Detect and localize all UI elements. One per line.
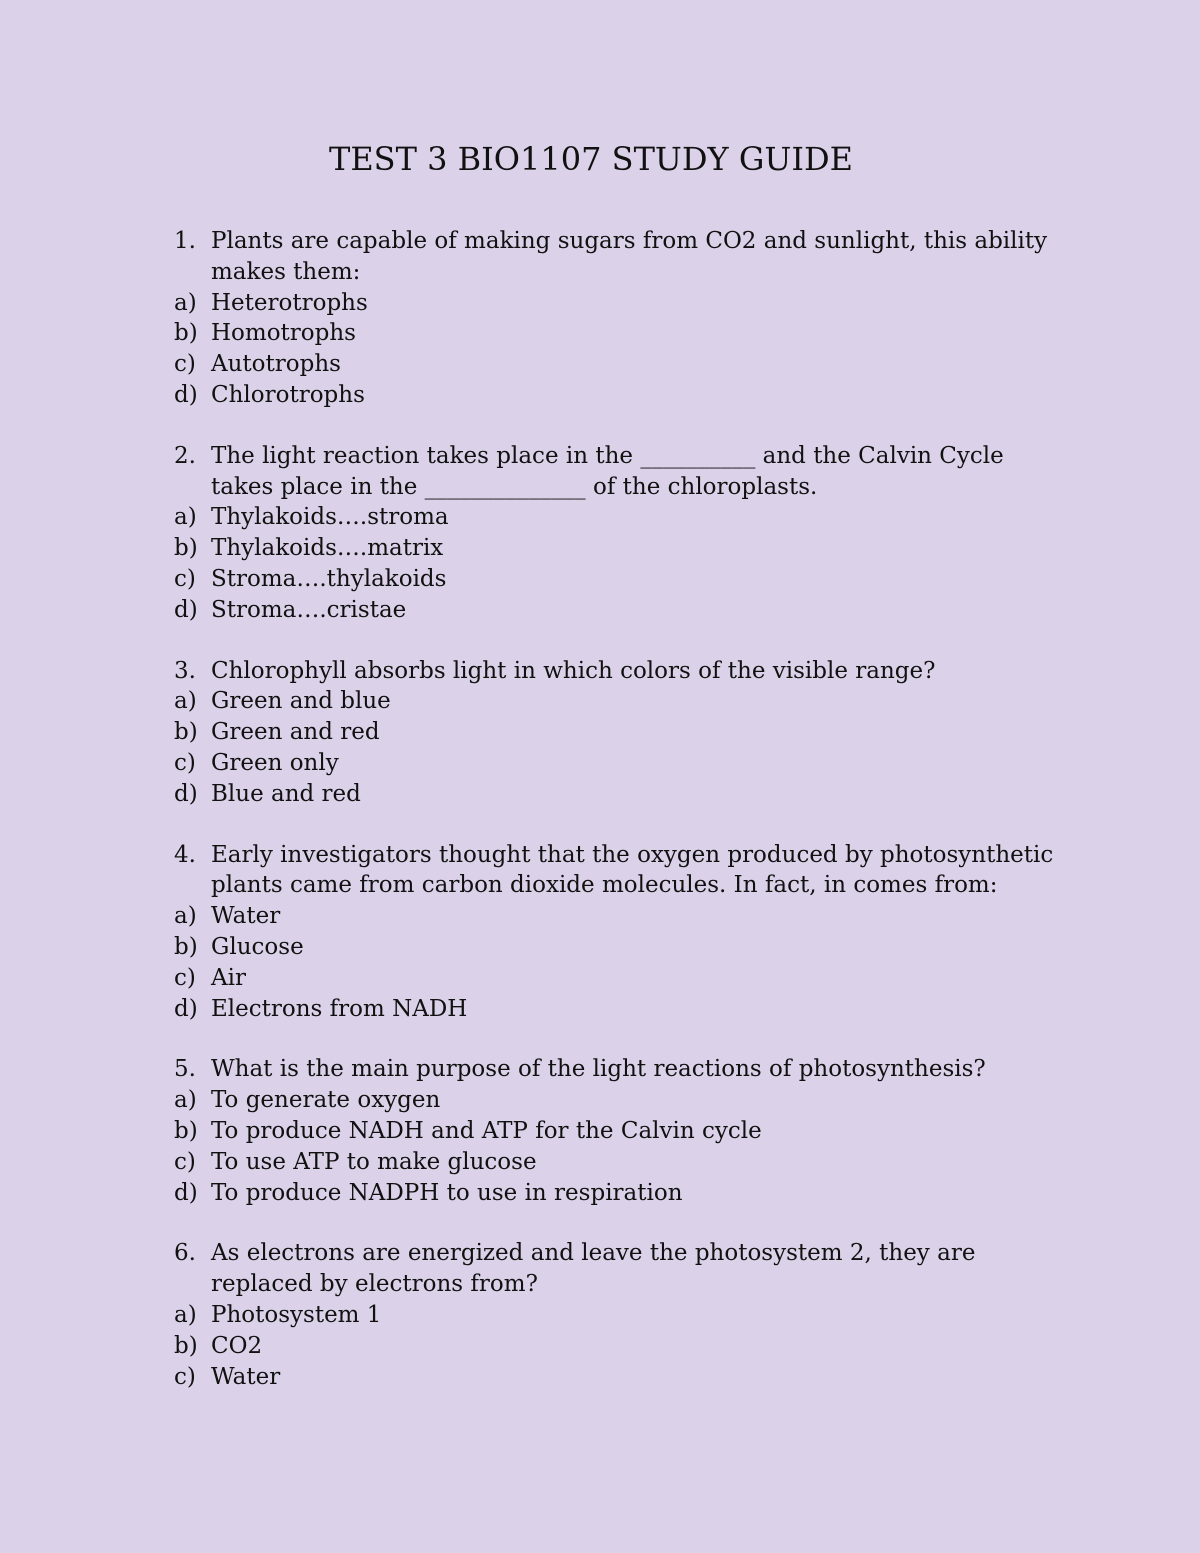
option-text: Water — [211, 1363, 281, 1390]
option-text: To produce NADH and ATP for the Calvin cycle — [211, 1117, 762, 1144]
option-letter: b) — [174, 320, 198, 347]
question-3 — [174, 656, 1054, 810]
question-6 — [174, 1238, 1054, 1392]
option-text: Green and blue — [211, 688, 391, 715]
question-text: Chlorophyll absorbs light in which colors of the visible range? — [211, 657, 936, 684]
option-text: Thylakoids….stroma — [211, 504, 449, 531]
answer-option — [174, 502, 1054, 533]
option-letter: a) — [174, 1087, 197, 1114]
question-5 — [174, 1054, 1054, 1208]
option-letter: b) — [174, 719, 198, 746]
answer-option — [174, 318, 1054, 349]
question-stem — [174, 840, 1054, 902]
answer-option — [174, 288, 1054, 319]
answer-option — [174, 1300, 1054, 1331]
question-text: The light reaction takes place in the __________ and the Calvin Cycle takes place in the ______________ of the chloroplasts. — [211, 442, 1004, 500]
option-letter: c) — [174, 1363, 196, 1390]
option-letter: c) — [174, 1148, 196, 1175]
option-letter: a) — [174, 903, 197, 930]
question-number: 5. — [174, 1056, 196, 1083]
option-text: CO2 — [211, 1332, 263, 1359]
question-1 — [174, 226, 1054, 411]
option-letter: b) — [174, 535, 198, 562]
option-text: To produce NADPH to use in respiration — [211, 1179, 683, 1206]
option-letter: a) — [174, 289, 197, 316]
question-2 — [174, 441, 1054, 626]
answer-option — [174, 564, 1054, 595]
option-text: Electrons from NADH — [211, 995, 468, 1022]
answer-option — [174, 748, 1054, 779]
answer-option — [174, 1178, 1054, 1209]
answer-option — [174, 380, 1054, 411]
option-letter: c) — [174, 565, 196, 592]
question-number: 2. — [174, 442, 196, 469]
answer-option — [174, 349, 1054, 380]
answer-option — [174, 932, 1054, 963]
question-stem — [174, 656, 1054, 687]
option-text: Air — [211, 964, 246, 991]
page-title: TEST 3 BIO1107 STUDY GUIDE — [328, 140, 854, 178]
option-letter: c) — [174, 749, 196, 776]
option-text: To use ATP to make glucose — [211, 1148, 537, 1175]
question-stem — [174, 226, 1054, 288]
answer-option — [174, 686, 1054, 717]
question-stem — [174, 441, 1054, 503]
option-text: Homotrophs — [211, 320, 356, 347]
option-text: Photosystem 1 — [211, 1301, 382, 1328]
question-text: Early investigators thought that the oxygen produced by photosynthetic plants came from carbon dioxide molecules. In fact, in comes from: — [211, 841, 1054, 899]
answer-option — [174, 1331, 1054, 1362]
answer-option — [174, 901, 1054, 932]
option-text: Stroma….cristae — [211, 596, 407, 623]
answer-option — [174, 533, 1054, 564]
question-stem — [174, 1238, 1054, 1300]
option-letter: d) — [174, 995, 198, 1022]
option-text: Blue and red — [211, 780, 361, 807]
question-number: 4. — [174, 841, 196, 868]
answer-option — [174, 717, 1054, 748]
question-number: 1. — [174, 228, 196, 254]
option-letter: d) — [174, 596, 198, 623]
option-text: Autotrophs — [211, 351, 341, 378]
option-letter: c) — [174, 964, 196, 991]
option-letter: d) — [174, 780, 198, 807]
question-text: As electrons are energized and leave the photosystem 2, they are replaced by electrons from? — [211, 1240, 976, 1298]
answer-option — [174, 1147, 1054, 1178]
question-text: Plants are capable of making sugars from CO2 and sunlight, this ability makes them: — [211, 228, 1048, 285]
question-list — [174, 226, 1054, 1422]
option-text: Heterotrophs — [211, 289, 368, 316]
question-4 — [174, 840, 1054, 1025]
option-letter: a) — [174, 1301, 197, 1328]
option-text: Thylakoids….matrix — [211, 535, 444, 562]
option-text: Green and red — [211, 719, 380, 746]
option-text: Green only — [211, 749, 339, 776]
option-letter: a) — [174, 688, 197, 715]
answer-option — [174, 1085, 1054, 1116]
option-letter: d) — [174, 1179, 198, 1206]
answer-option — [174, 963, 1054, 994]
option-text: To generate oxygen — [211, 1087, 441, 1114]
option-letter: b) — [174, 1332, 198, 1359]
question-text: What is the main purpose of the light reactions of photosynthesis? — [211, 1056, 986, 1083]
question-number: 3. — [174, 657, 196, 684]
option-letter: b) — [174, 933, 198, 960]
answer-option — [174, 994, 1054, 1025]
option-text: Glucose — [211, 933, 304, 960]
option-letter: d) — [174, 381, 198, 408]
option-text: Chlorotrophs — [211, 381, 365, 408]
option-text: Water — [211, 903, 281, 930]
option-letter: c) — [174, 351, 196, 378]
question-number: 6. — [174, 1240, 196, 1267]
question-stem — [174, 1054, 1054, 1085]
answer-option — [174, 779, 1054, 810]
option-text: Stroma….thylakoids — [211, 565, 447, 592]
answer-option — [174, 1362, 1054, 1393]
answer-option — [174, 595, 1054, 626]
option-letter: a) — [174, 504, 197, 531]
answer-option — [174, 1116, 1054, 1147]
option-letter: b) — [174, 1117, 198, 1144]
